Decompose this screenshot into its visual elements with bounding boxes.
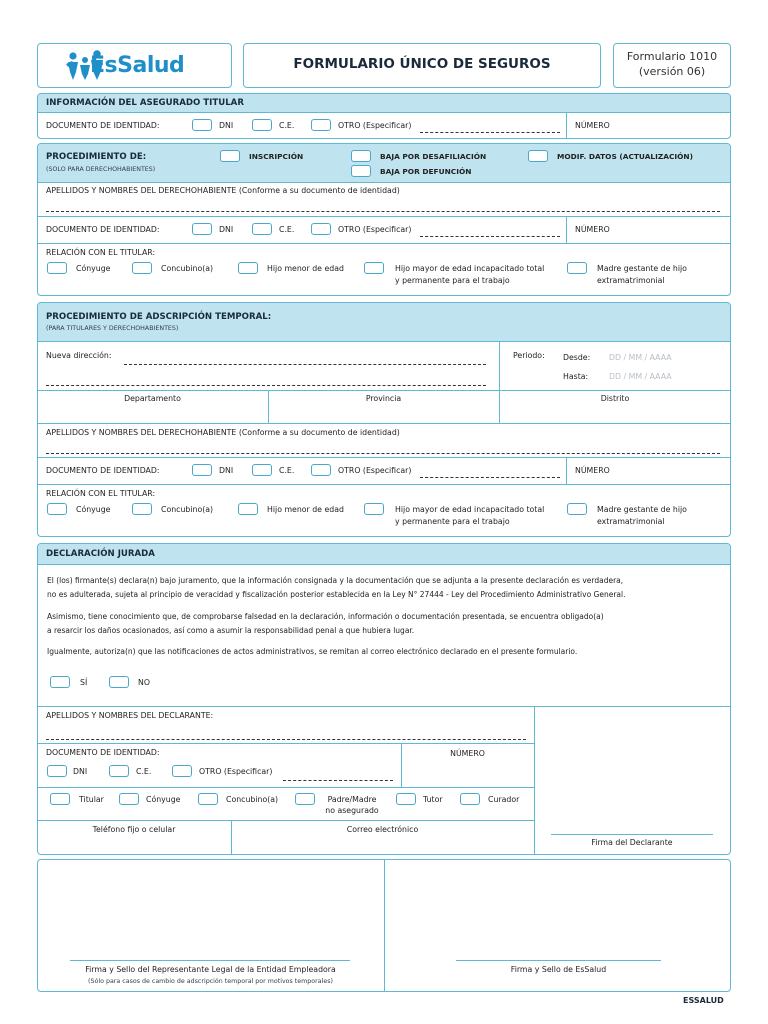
ce-checkbox[interactable] (109, 765, 129, 777)
hijo-mayor-checkbox[interactable] (364, 262, 384, 274)
essalud-logo (66, 50, 216, 82)
divider (499, 342, 500, 390)
tutor-checkbox[interactable] (396, 793, 416, 805)
direccion-line-1[interactable] (124, 364, 486, 365)
section-title: INFORMACIÓN DEL ASEGURADO TITULAR (46, 98, 244, 108)
hijo-menor-checkbox[interactable] (238, 503, 258, 515)
curador-checkbox[interactable] (460, 793, 480, 805)
madre-gestante-label: Madre gestante de hijo (597, 264, 687, 273)
relacion-label: RELACIÓN CON EL TITULAR: (46, 248, 156, 257)
divider (37, 706, 731, 707)
padre-madre-label-2: no asegurado (325, 806, 379, 815)
hijo-menor-label: Hijo menor de edad (267, 264, 344, 273)
section-header (38, 303, 730, 342)
dni-checkbox[interactable] (192, 119, 212, 131)
ce-checkbox[interactable] (252, 464, 272, 476)
firma-declarante-line[interactable] (551, 834, 713, 835)
divider (37, 787, 534, 788)
firma-essalud-line[interactable] (456, 960, 661, 961)
no-checkbox[interactable] (109, 676, 129, 688)
otro-label: OTRO (Especificar) (199, 767, 273, 776)
divider (37, 216, 731, 217)
hijo-mayor-checkbox[interactable] (364, 503, 384, 515)
correo-label: Correo electrónico (346, 825, 419, 834)
dni-checkbox[interactable] (192, 223, 212, 235)
no-label: NO (138, 678, 150, 687)
dni-checkbox[interactable] (192, 464, 212, 476)
apellidos-label: APELLIDOS Y NOMBRES DEL DERECHOHABIENTE (Conforme a su documento de identidad) (46, 428, 400, 437)
relacion-label: RELACIÓN CON EL TITULAR: (46, 489, 156, 498)
inscripcion-label: INSCRIPCIÓN (249, 152, 304, 161)
numero-label: NÚMERO (450, 749, 485, 758)
padre-madre-checkbox[interactable] (295, 793, 315, 805)
section-subtitle: (PARA TITULARES Y DERECHOHABIENTES) (46, 325, 179, 332)
section-title: PROCEDIMIENTO DE ADSCRIPCIÓN TEMPORAL: (46, 312, 272, 322)
desde-label: Desde: (563, 353, 591, 362)
divider (37, 390, 731, 391)
ce-checkbox[interactable] (252, 119, 272, 131)
ce-label: C.E. (136, 767, 152, 776)
conyuge-label: Cónyuge (76, 264, 111, 273)
baja-desafiliacion-checkbox[interactable] (351, 150, 371, 162)
padre-madre-label: Padre/Madre (327, 795, 377, 804)
divider (37, 743, 534, 744)
numero-label: NÚMERO (575, 225, 610, 234)
hijo-mayor-label-2: y permanente para el trabajo (395, 517, 510, 526)
ce-label: C.E. (279, 121, 295, 130)
madre-gestante-checkbox[interactable] (567, 503, 587, 515)
section-header (38, 144, 730, 183)
hasta-date-input[interactable]: DD / MM / AAAA (609, 372, 672, 381)
otro-checkbox[interactable] (311, 119, 331, 131)
hijo-menor-checkbox[interactable] (238, 262, 258, 274)
page-title: FORMULARIO ÚNICO DE SEGUROS (293, 56, 551, 72)
divider (384, 860, 385, 991)
provincia-label: Provincia (365, 394, 402, 403)
baja-defuncion-label: BAJA POR DEFUNCIÓN (380, 167, 472, 176)
conyuge-checkbox[interactable] (47, 262, 67, 274)
nueva-direccion-label: Nueva dirección: (46, 351, 112, 360)
form-version: (versión 06) (638, 65, 706, 78)
otro-label: OTRO (Especificar) (338, 121, 412, 130)
dni-label: DNI (219, 225, 234, 234)
doc-label: DOCUMENTO DE IDENTIDAD: (46, 466, 160, 475)
baja-desafiliacion-label: BAJA POR DESAFILIACIÓN (380, 152, 487, 161)
conyuge-label: Cónyuge (146, 795, 181, 804)
doc-label: DOCUMENTO DE IDENTIDAD: (46, 225, 160, 234)
concubino-label: Concubino(a) (226, 795, 279, 804)
otro-checkbox[interactable] (311, 223, 331, 235)
declaracion-p2-line2: a resarcir los daños ocasionados, así como a asumir la responsabilidad penal a que hubiera lugar. (47, 626, 415, 635)
doc-label: DOCUMENTO DE IDENTIDAD: (46, 121, 160, 130)
departamento-label: Departamento (124, 394, 181, 403)
hijo-mayor-label-2: y permanente para el trabajo (395, 276, 510, 285)
divider (534, 706, 535, 855)
divider (37, 484, 731, 485)
section-subtitle: (SOLO PARA DERECHOHABIENTES) (46, 166, 156, 173)
divider (37, 820, 534, 821)
hijo-mayor-label: Hijo mayor de edad incapacitado total (395, 264, 545, 273)
distrito-label: Distrito (600, 394, 630, 403)
divider (566, 457, 567, 484)
ce-label: C.E. (279, 225, 295, 234)
otro-checkbox[interactable] (172, 765, 192, 777)
section-adscripcion-temporal (37, 302, 731, 537)
dni-label: DNI (219, 466, 234, 475)
declaracion-p1-line1: El (los) firmante(s) declara(n) bajo juramento, que la información consignada y la documentación que se adjunta a la presente declaración es verdadera, (47, 576, 624, 585)
conyuge-checkbox[interactable] (47, 503, 67, 515)
declaracion-p3: Igualmente, autoriza(n) que las notificaciones de actos administrativos, se remitan al correo electrónico declarado en el presente formulario. (47, 647, 578, 656)
declaracion-p2-line1: Asimismo, tiene conocimiento que, de comprobarse falsedad en la declaración, información o documentación presentada, se encuentra obligado(a) (47, 612, 604, 621)
firma-entidad-note: (Sólo para casos de cambio de adscripción temporal por motivos temporales) (88, 978, 333, 985)
otro-checkbox[interactable] (311, 464, 331, 476)
hijo-mayor-label: Hijo mayor de edad incapacitado total (395, 505, 545, 514)
apellidos-label: APELLIDOS Y NOMBRES DEL DERECHOHABIENTE (Conforme a su documento de identidad) (46, 186, 400, 195)
tutor-label: Tutor (423, 795, 443, 804)
divider (37, 243, 731, 244)
concubino-label: Concubino(a) (161, 505, 214, 514)
hasta-label: Hasta: (563, 372, 589, 381)
dni-label: DNI (73, 767, 88, 776)
divider (566, 216, 567, 243)
conyuge-checkbox[interactable] (119, 793, 139, 805)
concubino-checkbox[interactable] (132, 503, 152, 515)
si-checkbox[interactable] (50, 676, 70, 688)
apellidos-declarante-label: APELLIDOS Y NOMBRES DEL DECLARANTE: (46, 711, 214, 720)
hijo-menor-label: Hijo menor de edad (267, 505, 344, 514)
dni-checkbox[interactable] (47, 765, 67, 777)
doc-label: DOCUMENTO DE IDENTIDAD: (46, 748, 160, 757)
titular-label: Titular (79, 795, 104, 804)
section-title: DECLARACIÓN JURADA (46, 549, 155, 559)
otro-label: OTRO (Especificar) (338, 225, 412, 234)
direccion-line-2[interactable] (46, 385, 486, 386)
periodo-label: Periodo: (513, 351, 545, 360)
curador-label: Curador (488, 795, 520, 804)
madre-gestante-checkbox[interactable] (567, 262, 587, 274)
firma-entidad-label: Firma y Sello del Representante Legal de la Entidad Empleadora (85, 965, 336, 974)
titular-checkbox[interactable] (50, 793, 70, 805)
form-number: Formulario 1010 (626, 50, 718, 63)
inscripcion-checkbox[interactable] (220, 150, 240, 162)
footer-code: ESSALUD (683, 996, 724, 1005)
apellidos-line[interactable] (46, 211, 720, 212)
modif-datos-checkbox[interactable] (528, 150, 548, 162)
divider (566, 112, 567, 139)
otro-line[interactable] (420, 132, 560, 133)
firma-essalud-label: Firma y Sello de EsSalud (510, 965, 607, 974)
concubino-label: Concubino(a) (161, 264, 214, 273)
otro-label: OTRO (Especificar) (338, 466, 412, 475)
logo-text: EsSalud (90, 53, 185, 78)
telefono-label: Teléfono fijo o celular (92, 825, 176, 834)
otro-line[interactable] (420, 236, 560, 237)
divider (37, 457, 731, 458)
otro-line[interactable] (283, 780, 393, 781)
divider (37, 423, 731, 424)
declaracion-p1-line2: no es adulterada, sujeta al principio de veracidad y fiscalización posterior establecida en la Ley N° 27444 - Ley del Procedimiento Administrativo General. (47, 590, 626, 599)
ce-label: C.E. (279, 466, 295, 475)
concubino-checkbox[interactable] (132, 262, 152, 274)
modif-datos-label: MODIF. DATOS (ACTUALIZACIÓN) (557, 152, 693, 161)
si-label: SÍ (80, 678, 88, 687)
conyuge-label: Cónyuge (76, 505, 111, 514)
apellidos-line[interactable] (46, 453, 720, 454)
madre-gestante-label: Madre gestante de hijo (597, 505, 687, 514)
madre-gestante-label-2: extramatrimonial (597, 276, 665, 285)
concubino-checkbox[interactable] (198, 793, 218, 805)
madre-gestante-label-2: extramatrimonial (597, 517, 665, 526)
otro-line[interactable] (420, 477, 560, 478)
baja-defuncion-checkbox[interactable] (351, 165, 371, 177)
apellidos-declarante-line[interactable] (46, 739, 526, 740)
numero-label: NÚMERO (575, 121, 610, 130)
ce-checkbox[interactable] (252, 223, 272, 235)
section-title: PROCEDIMIENTO DE: (46, 152, 147, 162)
firma-entidad-line[interactable] (70, 960, 350, 961)
dni-label: DNI (219, 121, 234, 130)
desde-date-input[interactable]: DD / MM / AAAA (609, 353, 672, 362)
firma-declarante-label: Firma del Declarante (591, 838, 673, 847)
numero-label: NÚMERO (575, 466, 610, 475)
